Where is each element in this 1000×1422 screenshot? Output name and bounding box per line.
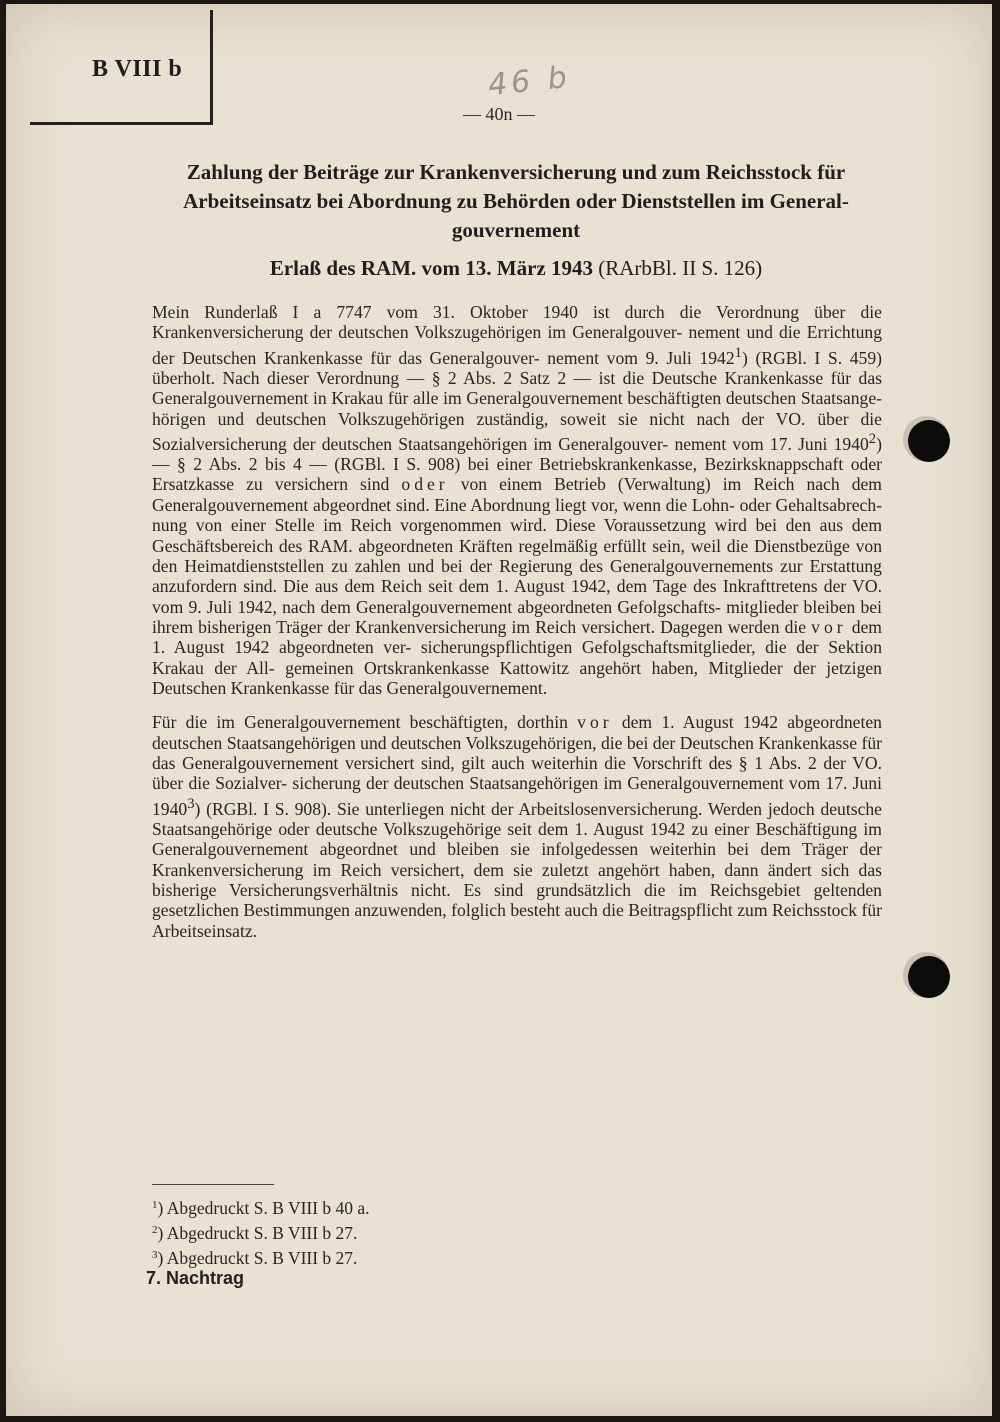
footnote-ref: 2 xyxy=(868,430,877,447)
punch-hole xyxy=(908,420,950,462)
text-line: erfüllt sein, weil die Dienstbezüge von den Heimatdienststellen zu zahlen und bei xyxy=(152,535,882,576)
text-line: nung von einer Stelle im Reich vorgenommen wird. Diese Voraussetzung wird xyxy=(152,515,747,536)
text-line: ) (RGBl. I S. 908). Sie unterliegen nicht der Arbeitslosenversicherung. xyxy=(194,798,703,819)
text-line: nement vom 17. Juni 1940 xyxy=(674,433,869,454)
text-line: abgeordnet sind. Eine Abordnung liegt vor, wenn die Lohn- oder Gehaltsabrech- xyxy=(313,494,882,515)
footnote-text: ) Abgedruckt S. B VIII b 27. xyxy=(157,1248,358,1268)
text-line: Versicherungsverhältnis nicht. Es sind grundsätzlich die im Reichsgebiet geltenden xyxy=(229,879,882,900)
footnote-mark: 2 xyxy=(152,1224,158,1236)
text-line: versichert. Dagegen werden die xyxy=(581,616,807,637)
text-line: vom 9. Juli 1942, nach dem Generalgouvernement abgeordneten Gefolgschafts- xyxy=(152,596,721,617)
decree-date: Erlaß des RAM. vom 13. März 1943 xyxy=(269,256,593,280)
text-line: bei der Deutschen Krankenkasse für das Generalgouvernement versichert sind, xyxy=(152,732,882,773)
text-line: Für die im Generalgouvernement beschäftigten, dorthin xyxy=(152,712,568,733)
text-line: mitglieder bleiben bei ihrem bisherigen Träger der Krankenversicherung im Reich xyxy=(152,596,883,637)
footnotes xyxy=(152,1194,370,1269)
text-line: dem 1. August 1942 xyxy=(621,712,778,733)
text-line: Deutschen Krankenkasse für das Generalgouvernement. xyxy=(152,677,548,698)
text-line: die Krankenversicherung der deutschen Volkszugehörigen im Generalgouver- xyxy=(152,302,882,343)
decree-reference xyxy=(146,256,886,281)
text-line: hörigen und deutschen Volkszugehörigen zuständig, soweit sie nicht nach der VO. xyxy=(152,408,806,429)
paragraph-1 xyxy=(152,302,882,698)
footnote-text: ) Abgedruckt S. B VIII b 40 a. xyxy=(157,1198,370,1218)
document-title xyxy=(146,158,886,245)
emphasized-word: vor xyxy=(577,712,613,733)
text-line: zum Reichsstock für Arbeitseinsatz. xyxy=(152,900,882,941)
footnote xyxy=(152,1194,370,1219)
handwritten-note: 46 b xyxy=(486,59,573,104)
text-line: ) (RGBl. I S. 459) überholt. Nach dieser Verordnung — xyxy=(152,347,882,388)
text-line: Werden jedoch deutsche Staatsangehörige oder deutsche Volkszugehörige seit dem xyxy=(152,798,882,839)
text-line: der Regierung des Generalgouvernements zur Erstattung anzufordern sind. Die xyxy=(152,555,882,597)
page-number: — 40n — xyxy=(463,104,535,124)
footnote-mark: 1 xyxy=(152,1199,158,1211)
text-line: ) — § 2 Abs. 2 bis 4 — (RGBl. I S. 908) bei einer xyxy=(152,433,882,475)
text-line: gemeinen Ortskrankenkasse Kattowitz angehört haben, Mitglieder der jetzigen xyxy=(285,657,882,678)
footnote-divider xyxy=(152,1184,274,1185)
text-line: von einem Betrieb (Verwaltung) im Reich nach dem Generalgouvernement xyxy=(152,474,882,515)
footnote-text: ) Abgedruckt S. B VIII b 27. xyxy=(157,1223,358,1243)
text-line: bleiben sie infolgedessen weiterhin bei dem Träger der Krankenversicherung im xyxy=(152,839,882,880)
text-line: abgeordneten deutschen Staatsangehörigen und deutschen Volkszugehörigen, die xyxy=(152,712,882,753)
text-line: sicherung der deutschen Staatsangehörigen im Generalgouvernement vom 17. xyxy=(292,773,848,794)
text-line: Juni 1940 xyxy=(152,773,882,819)
emphasized-word: vor xyxy=(811,616,847,637)
text-line: dem 1. August 1942 abgeordneten ver- xyxy=(152,616,882,658)
footnote xyxy=(152,1219,370,1244)
text-line: § 2 Abs. 2 Satz 2 — ist die Deutsche Krankenkasse für das Generalgouvernement xyxy=(152,367,882,409)
text-line: Reich versichert, dem sie zuletzt angehört haben, dann ändert sich das bisherige xyxy=(152,859,882,900)
paragraph-2 xyxy=(152,712,882,941)
title-line: Arbeitseinsatz bei Abordnung zu Behörden oder Dienststellen im General- xyxy=(183,189,849,213)
emphasized-word: oder xyxy=(401,474,449,495)
text-line: 1. August 1942 zu einer Beschäftigung im Generalgouvernement abgeordnet und xyxy=(152,818,882,860)
text-line: nement und die Errichtung der Deutschen Krankenkasse für das Generalgouver- xyxy=(152,322,882,368)
document-page xyxy=(6,4,992,1416)
footnote-ref: 3 xyxy=(187,795,195,812)
text-line: Mein Runderlaß I a 7747 vom 31. Oktober 1940 ist durch die Verordnung über xyxy=(152,302,846,322)
footnote-mark: 3 xyxy=(152,1249,158,1261)
text-line: über die Sozialversicherung der deutschen Staatsangehörigen im Generalgouver- xyxy=(152,408,882,454)
title-line: gouvernement xyxy=(451,218,581,242)
text-line: Betriebskrankenkasse, Bezirksknappschaft oder Ersatzkasse zu versichern sind xyxy=(152,454,882,495)
text-line: sicherungspflichtigen Gefolgschaftsmitglieder, die der Sektion Krakau der All- xyxy=(152,637,882,678)
title-line: Zahlung der Beiträge zur Krankenversicherung und zum Reichsstock für xyxy=(186,160,846,184)
section-label: B VIII b xyxy=(92,56,183,82)
supplement-label: 7. Nachtrag xyxy=(146,1268,245,1288)
text-line: nement vom 9. Juli 1942 xyxy=(547,347,735,368)
decree-source: (RArbBl. II S. 126) xyxy=(598,256,763,280)
text-line: gilt auch weiterhin die Vorschrift des § 1 Abs. 2 der VO. über die Sozialver- xyxy=(152,752,882,794)
body-text xyxy=(152,302,882,941)
punch-hole xyxy=(908,956,950,998)
footnote-ref: 1 xyxy=(734,344,742,361)
text-line: aus dem Reich seit dem 1. August 1942, dem Tage des Inkrafttretens der VO. xyxy=(314,576,882,597)
text-line: in Krakau für alle im Generalgouvernement beschäftigten deutschen Staatsange- xyxy=(313,388,882,409)
text-line: bei den aus dem Geschäftsbereich des RAM. abgeordneten Kräften regelmäßig xyxy=(152,515,883,556)
footnote xyxy=(152,1244,370,1269)
text-line: gesetzlichen Bestimmungen anzuwenden, folglich besteht auch die Beitragspflicht xyxy=(152,900,733,921)
